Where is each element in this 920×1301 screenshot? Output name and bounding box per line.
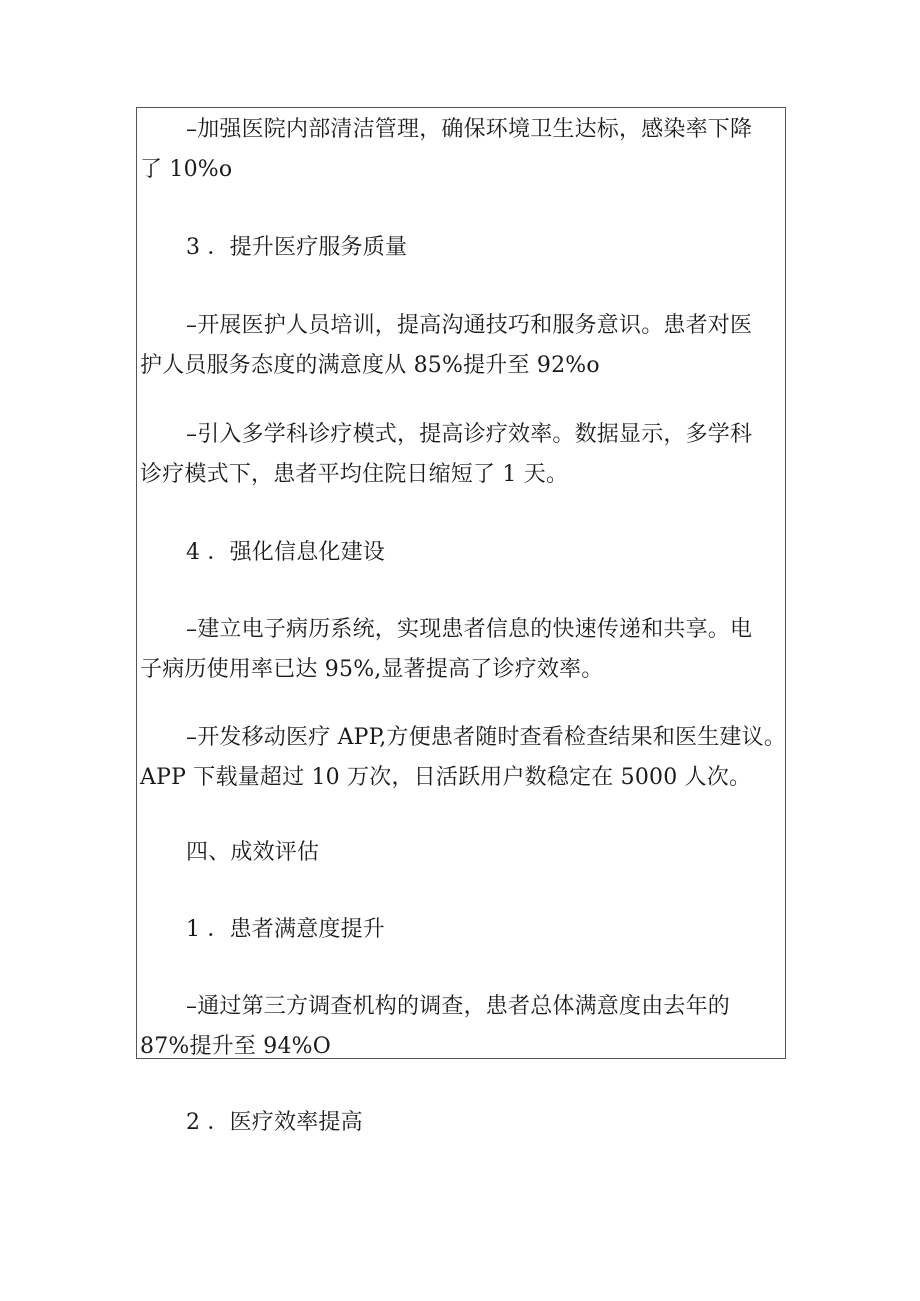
paragraph-survey <box>140 987 730 1067</box>
text-line: 2 ．医疗效率提高 <box>186 1110 363 1135</box>
paragraph-cleaning-management <box>140 110 752 190</box>
text-line: 了 10%o <box>140 157 233 182</box>
text-line: 四、成效评估 <box>186 840 320 865</box>
paragraph-mobile-app <box>140 718 786 798</box>
text-line: 护人员服务态度的满意度从 85%提升至 92%o <box>140 353 600 378</box>
paragraph-multidisciplinary <box>140 415 752 495</box>
text-line: 子病历使用率已达 95%,显著提高了诊疗效率。 <box>140 657 604 682</box>
text-line: 87%提升至 94%O <box>140 1034 332 1059</box>
paragraph-staff-training <box>140 306 752 386</box>
heading-satisfaction <box>140 910 385 950</box>
text-line: 3 ．提升医疗服务质量 <box>186 235 408 260</box>
text-line: 诊疗模式下，患者平均住院日缩短了 1 天。 <box>140 462 569 487</box>
text-line: –加强医院内部清洁管理，确保环境卫生达标，感染率下降 <box>186 117 753 142</box>
heading-efficiency <box>140 1103 363 1143</box>
text-line: APP 下载量超过 10 万次，日活跃用户数稳定在 5000 人次。 <box>140 765 752 790</box>
heading-informatization <box>140 533 385 573</box>
text-line: –开展医护人员培训，提高沟通技巧和服务意识。患者对医 <box>186 313 753 338</box>
text-line: 4 ．强化信息化建设 <box>186 540 385 565</box>
paragraph-emr-system <box>140 610 752 690</box>
text-line: 1 ．患者满意度提升 <box>186 917 385 942</box>
text-line: –通过第三方调查机构的调查，患者总体满意度由去年的 <box>186 994 731 1019</box>
heading-evaluation <box>140 833 319 873</box>
text-line: –建立电子病历系统，实现患者信息的快速传递和共享。电 <box>186 617 753 642</box>
heading-service-quality <box>140 228 407 268</box>
text-line: –引入多学科诊疗模式，提高诊疗效率。数据显示，多学科 <box>186 422 753 447</box>
text-line: –开发移动医疗 APP,方便患者随时查看检查结果和医生建议。 <box>186 725 787 750</box>
